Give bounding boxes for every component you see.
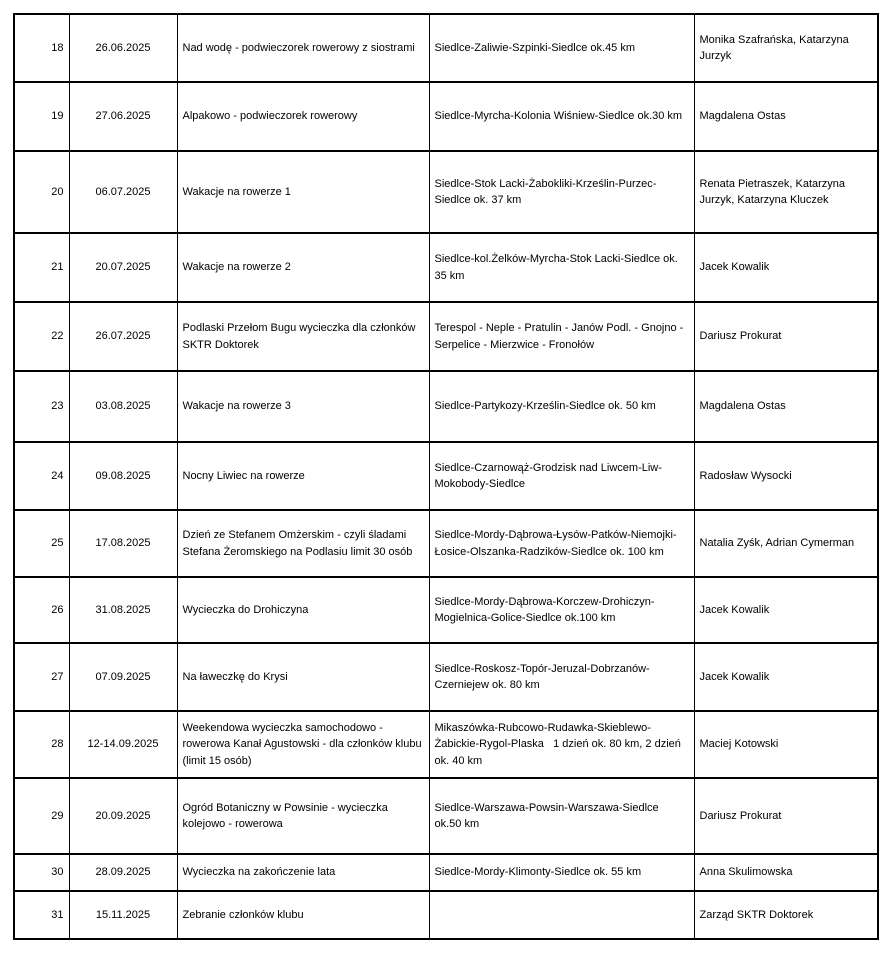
organizer-cell: Maciej Kotowski: [694, 711, 878, 778]
date-cell: 26.07.2025: [69, 302, 177, 371]
row-number-cell: 19: [14, 82, 69, 151]
trip-name-cell: Wakacje na rowerze 3: [177, 371, 429, 442]
route-cell: [429, 891, 694, 939]
row-number-cell: 18: [14, 14, 69, 82]
table-row: [14, 891, 878, 939]
row-number-cell: 31: [14, 891, 69, 939]
table-row: [14, 442, 878, 510]
organizer-cell: Jacek Kowalik: [694, 233, 878, 302]
trip-name-cell: Nocny Liwiec na rowerze: [177, 442, 429, 510]
route-cell: Siedlce-Roskosz-Topór-Jeruzal-Dobrzanów-Czerniejew ok. 80 km: [429, 643, 694, 711]
table-row: [14, 643, 878, 711]
organizer-cell: Dariusz Prokurat: [694, 778, 878, 854]
trip-name-cell: Podlaski Przełom Bugu wycieczka dla członków SKTR Doktorek: [177, 302, 429, 371]
date-cell: 09.08.2025: [69, 442, 177, 510]
route-cell: Terespol - Neple - Pratulin - Janów Podl. - Gnojno - Serpelice - Mierzwice - Fronołów: [429, 302, 694, 371]
table-row: [14, 151, 878, 233]
row-number-cell: 28: [14, 711, 69, 778]
organizer-cell: Zarząd SKTR Doktorek: [694, 891, 878, 939]
route-cell: Siedlce-kol.Żelków-Myrcha-Stok Lacki-Siedlce ok. 35 km: [429, 233, 694, 302]
organizer-cell: Monika Szafrańska, Katarzyna Jurzyk: [694, 14, 878, 82]
trip-schedule-table: [13, 13, 879, 940]
table-row: [14, 577, 878, 643]
date-cell: 03.08.2025: [69, 371, 177, 442]
row-number-cell: 29: [14, 778, 69, 854]
row-number-cell: 23: [14, 371, 69, 442]
date-cell: 20.09.2025: [69, 778, 177, 854]
date-cell: 26.06.2025: [69, 14, 177, 82]
organizer-cell: Jacek Kowalik: [694, 577, 878, 643]
row-number-cell: 27: [14, 643, 69, 711]
trip-name-cell: Wakacje na rowerze 2: [177, 233, 429, 302]
organizer-cell: Natalia Zyśk, Adrian Cymerman: [694, 510, 878, 577]
route-cell: Siedlce-Zaliwie-Szpinki-Siedlce ok.45 km: [429, 14, 694, 82]
route-cell: Siedlce-Myrcha-Kolonia Wiśniew-Siedlce ok.30 km: [429, 82, 694, 151]
trip-name-cell: Ogród Botaniczny w Powsinie - wycieczka kolejowo - rowerowa: [177, 778, 429, 854]
trip-name-cell: Weekendowa wycieczka samochodowo - rowerowa Kanał Agustowski - dla członków klubu (limit 15 osób): [177, 711, 429, 778]
route-cell: Siedlce-Partykozy-Krześlin-Siedlce ok. 50 km: [429, 371, 694, 442]
date-cell: 12-14.09.2025: [69, 711, 177, 778]
trip-name-cell: Wakacje na rowerze 1: [177, 151, 429, 233]
date-cell: 15.11.2025: [69, 891, 177, 939]
trip-schedule-body: [14, 14, 878, 939]
trip-name-cell: Na ławeczkę do Krysi: [177, 643, 429, 711]
date-cell: 07.09.2025: [69, 643, 177, 711]
organizer-cell: Renata Pietraszek, Katarzyna Jurzyk, Katarzyna Kluczek: [694, 151, 878, 233]
trip-name-cell: Alpakowo - podwieczorek rowerowy: [177, 82, 429, 151]
table-row: [14, 371, 878, 442]
table-row: [14, 510, 878, 577]
organizer-cell: Magdalena Ostas: [694, 82, 878, 151]
table-row: [14, 778, 878, 854]
trip-name-cell: Zebranie członków klubu: [177, 891, 429, 939]
date-cell: 31.08.2025: [69, 577, 177, 643]
row-number-cell: 30: [14, 854, 69, 891]
document-page: [0, 13, 886, 940]
date-cell: 17.08.2025: [69, 510, 177, 577]
route-cell: Siedlce-Mordy-Dąbrowa-Korczew-Drohiczyn-Mogielnica-Golice-Siedlce ok.100 km: [429, 577, 694, 643]
row-number-cell: 22: [14, 302, 69, 371]
organizer-cell: Radosław Wysocki: [694, 442, 878, 510]
route-cell: Mikaszówka-Rubcowo-Rudawka-Skieblewo-Żabickie-Rygol-Plaska 1 dzień ok. 80 km, 2 dzień ok. 40 km: [429, 711, 694, 778]
date-cell: 27.06.2025: [69, 82, 177, 151]
trip-name-cell: Dzień ze Stefanem Omżerskim - czyli śladami Stefana Żeromskiego na Podlasiu limit 30 osób: [177, 510, 429, 577]
row-number-cell: 20: [14, 151, 69, 233]
table-row: [14, 302, 878, 371]
date-cell: 28.09.2025: [69, 854, 177, 891]
row-number-cell: 24: [14, 442, 69, 510]
table-row: [14, 82, 878, 151]
table-row: [14, 711, 878, 778]
organizer-cell: Magdalena Ostas: [694, 371, 878, 442]
date-cell: 06.07.2025: [69, 151, 177, 233]
trip-name-cell: Nad wodę - podwieczorek rowerowy z siostrami: [177, 14, 429, 82]
route-cell: Siedlce-Stok Lacki-Żabokliki-Krześlin-Purzec-Siedlce ok. 37 km: [429, 151, 694, 233]
organizer-cell: Jacek Kowalik: [694, 643, 878, 711]
route-cell: Siedlce-Czarnowąż-Grodzisk nad Liwcem-Liw-Mokobody-Siedlce: [429, 442, 694, 510]
organizer-cell: Dariusz Prokurat: [694, 302, 878, 371]
table-row: [14, 14, 878, 82]
row-number-cell: 26: [14, 577, 69, 643]
table-row: [14, 233, 878, 302]
row-number-cell: 21: [14, 233, 69, 302]
organizer-cell: Anna Skulimowska: [694, 854, 878, 891]
row-number-cell: 25: [14, 510, 69, 577]
table-row: [14, 854, 878, 891]
trip-name-cell: Wycieczka do Drohiczyna: [177, 577, 429, 643]
trip-name-cell: Wycieczka na zakończenie lata: [177, 854, 429, 891]
route-cell: Siedlce-Mordy-Klimonty-Siedlce ok. 55 km: [429, 854, 694, 891]
date-cell: 20.07.2025: [69, 233, 177, 302]
route-cell: Siedlce-Mordy-Dąbrowa-Łysów-Patków-Niemojki-Łosice-Olszanka-Radzików-Siedlce ok. 100 km: [429, 510, 694, 577]
route-cell: Siedlce-Warszawa-Powsin-Warszawa-Siedlce ok.50 km: [429, 778, 694, 854]
